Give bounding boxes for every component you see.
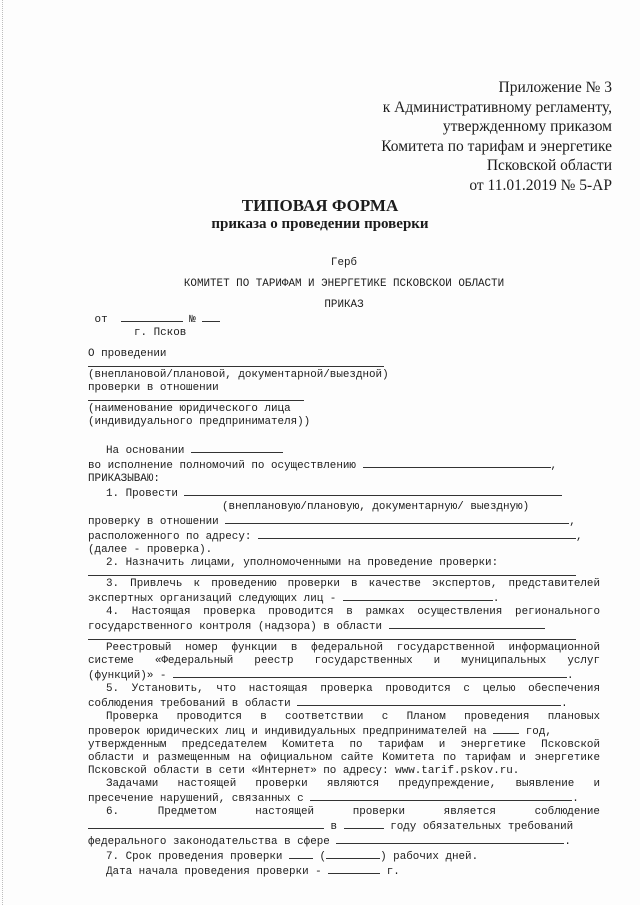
- p1-end: (далее - проверка).: [88, 544, 213, 556]
- document-type: ПРИКАЗ: [324, 299, 364, 311]
- p6-end: году обязательных требований: [390, 821, 574, 833]
- registry-c-text: (функций)» -: [88, 670, 167, 682]
- about-label: О проведении: [88, 348, 167, 360]
- year-blank: [493, 724, 519, 734]
- p6-word: соблюдение: [534, 806, 600, 818]
- powers-label: во исполнение полномочий по осуществлению: [88, 460, 356, 472]
- basis-line: [88, 443, 600, 458]
- p4-line-b: [88, 619, 600, 634]
- p7-days: рабочих дней.: [393, 851, 479, 863]
- order-word: ПРИКАЗЫВАЮ:: [88, 473, 160, 485]
- plan-b-text: проверок юридических лиц и индивидуальных предпринимателей на: [88, 726, 487, 738]
- appendix-line: от 11.01.2019 № 5-АР: [469, 176, 612, 194]
- p5-b-text: соблюдения требований в области: [88, 698, 291, 710]
- powers-blank: [363, 458, 551, 468]
- p1-address-blank: [258, 529, 576, 539]
- number-blank: [202, 312, 220, 322]
- p1-address-line: расположенного по адресу: ,: [88, 531, 583, 543]
- appendix-line: к Административному регламенту,: [382, 98, 612, 116]
- scan-edge: [2, 0, 4, 905]
- plan-line-c: утвержденным председателем Комитета по тарифам и энергетике Псковской: [88, 739, 600, 751]
- p1-blank: [184, 486, 562, 496]
- plan-line-d: области и размещенным на официальном сайте Комитета по тарифам и энергетике: [88, 752, 600, 764]
- p2-text: 2. Назначить лицами, уполномоченными на проведение проверки:: [106, 557, 499, 569]
- p6-word: Предметом: [157, 806, 217, 818]
- p6-word: проверки: [352, 806, 405, 818]
- p6-line-b: [88, 819, 600, 834]
- start-date-blank: [328, 864, 380, 874]
- p6-word: является: [443, 806, 496, 818]
- registry-blank: [173, 668, 567, 678]
- basis-label: На основании: [106, 445, 185, 457]
- p6-blank: [88, 819, 324, 829]
- tasks-line-a: Задачами настоящей проверки являются предупреждение, выявление и: [106, 778, 600, 790]
- p7-line: 7. Срок проведения проверки ( ) рабочих дней.: [106, 851, 479, 863]
- entity-hint-1: (наименование юридического лица: [88, 403, 291, 415]
- p1-line: [88, 486, 600, 501]
- blank-line: [88, 570, 576, 576]
- appendix-line: Приложение № 3: [498, 79, 612, 96]
- p3-b-text: экспертных организаций следующих лиц -: [88, 593, 337, 605]
- p3-blank: [343, 591, 493, 601]
- p6-sphere-blank: [336, 834, 564, 844]
- appendix-block: [381, 78, 612, 195]
- p1-start: 1. Провести: [106, 488, 178, 500]
- form-subtitle: приказа о проведении проверки: [211, 216, 429, 232]
- order-date-line: [88, 312, 600, 327]
- tasks-b-text: пресечение нарушений, связанных с: [88, 793, 304, 805]
- p1-target: проверку в отношении: [88, 516, 219, 528]
- start-date-text: Дата начала проведения проверки -: [106, 866, 322, 878]
- order-body: [88, 257, 600, 879]
- p6-c-text: федерального законодательства в сфере: [88, 836, 330, 848]
- form-title: ТИПОВАЯ ФОРМА: [241, 196, 399, 215]
- p3-line-b: экспертных организаций следующих лиц - .: [88, 593, 500, 605]
- p1-target-blank: [225, 514, 569, 524]
- date-blank: [121, 312, 183, 322]
- about-hint: (внеплановой/плановой, документарной/выездной): [88, 369, 389, 381]
- blank-line: [88, 361, 384, 367]
- committee-name: КОМИТЕТ ПО ТАРИФАМ И ЭНЕРГЕТИКЕ ПСКОВСКОЙ ОБЛАСТИ: [183, 278, 505, 290]
- plan-line-e: Псковской области в сети «Интернет» по адресу: www.tarif.pskov.ru.: [88, 765, 520, 777]
- p1-address: расположенного по адресу:: [88, 531, 252, 543]
- appendix-line: Комитета по тарифам и энергетике: [381, 137, 612, 155]
- start-year: г.: [386, 866, 400, 878]
- p4-line-a: 4. Настоящая проверка проводится в рамках осуществления регионального: [106, 606, 600, 618]
- plan-line-b: [88, 724, 600, 739]
- p3-line-a: 3. Привлечь к проведению проверки в качестве экспертов, представителей: [106, 578, 600, 590]
- registry-line-c: (функций)» - .: [88, 670, 574, 682]
- p5-line-b: соблюдения требований в области .: [88, 698, 568, 710]
- p4-blank: [389, 619, 545, 629]
- order-city: г. Псков: [134, 327, 187, 339]
- start-date-line: [88, 864, 600, 879]
- emblem-placeholder: Герб: [330, 257, 358, 269]
- appendix-line: утвержденному приказом: [442, 118, 612, 135]
- entity-hint-2: (индивидуального предпринимателя)): [88, 416, 311, 428]
- p5-blank: [297, 696, 561, 706]
- p6-year-blank: [344, 819, 384, 829]
- p4-b-text: государственного контроля (надзора) в области: [88, 621, 383, 633]
- number-sign: №: [189, 314, 196, 326]
- p6-line-a: [88, 806, 600, 819]
- tasks-line-b: пресечение нарушений, связанных с .: [88, 793, 579, 805]
- appendix-line: Псковской области: [486, 157, 612, 174]
- p6-num: 6.: [106, 806, 120, 818]
- date-prefix: от: [94, 314, 108, 326]
- p6-mid: в: [330, 821, 338, 833]
- plan-line-a: Проверка проводится в соответствии с Планом проведения плановых: [106, 711, 600, 723]
- p1-target-line: проверку в отношении ,: [88, 516, 576, 528]
- blank-line: [88, 395, 304, 401]
- registry-line-a: Реестровый номер функции в федеральной государственной информационной: [106, 642, 600, 654]
- p7-blank: [289, 849, 313, 859]
- p1-hint: (внеплановую/плановую, документарную/ выездную): [222, 501, 530, 513]
- p7-words-blank: [326, 849, 380, 859]
- p6-word: настоящей: [255, 806, 315, 818]
- registry-line-b: системе «Федеральный реестр государственных и муниципальных услуг: [88, 655, 600, 667]
- plan-b-end: год,: [525, 726, 552, 738]
- p6-line-c: федерального законодательства в сфере .: [88, 836, 571, 848]
- powers-line: во исполнение полномочий по осуществлению ,: [88, 460, 558, 472]
- blank-line: [88, 634, 576, 640]
- p5-line-a: 5. Установить, что настоящая проверка проводится с целью обеспечения: [106, 683, 600, 695]
- basis-blank: [191, 443, 283, 453]
- p7-text: 7. Срок проведения проверки: [106, 851, 283, 863]
- about-target: проверки в отношении: [88, 382, 219, 394]
- tasks-blank: [310, 791, 572, 801]
